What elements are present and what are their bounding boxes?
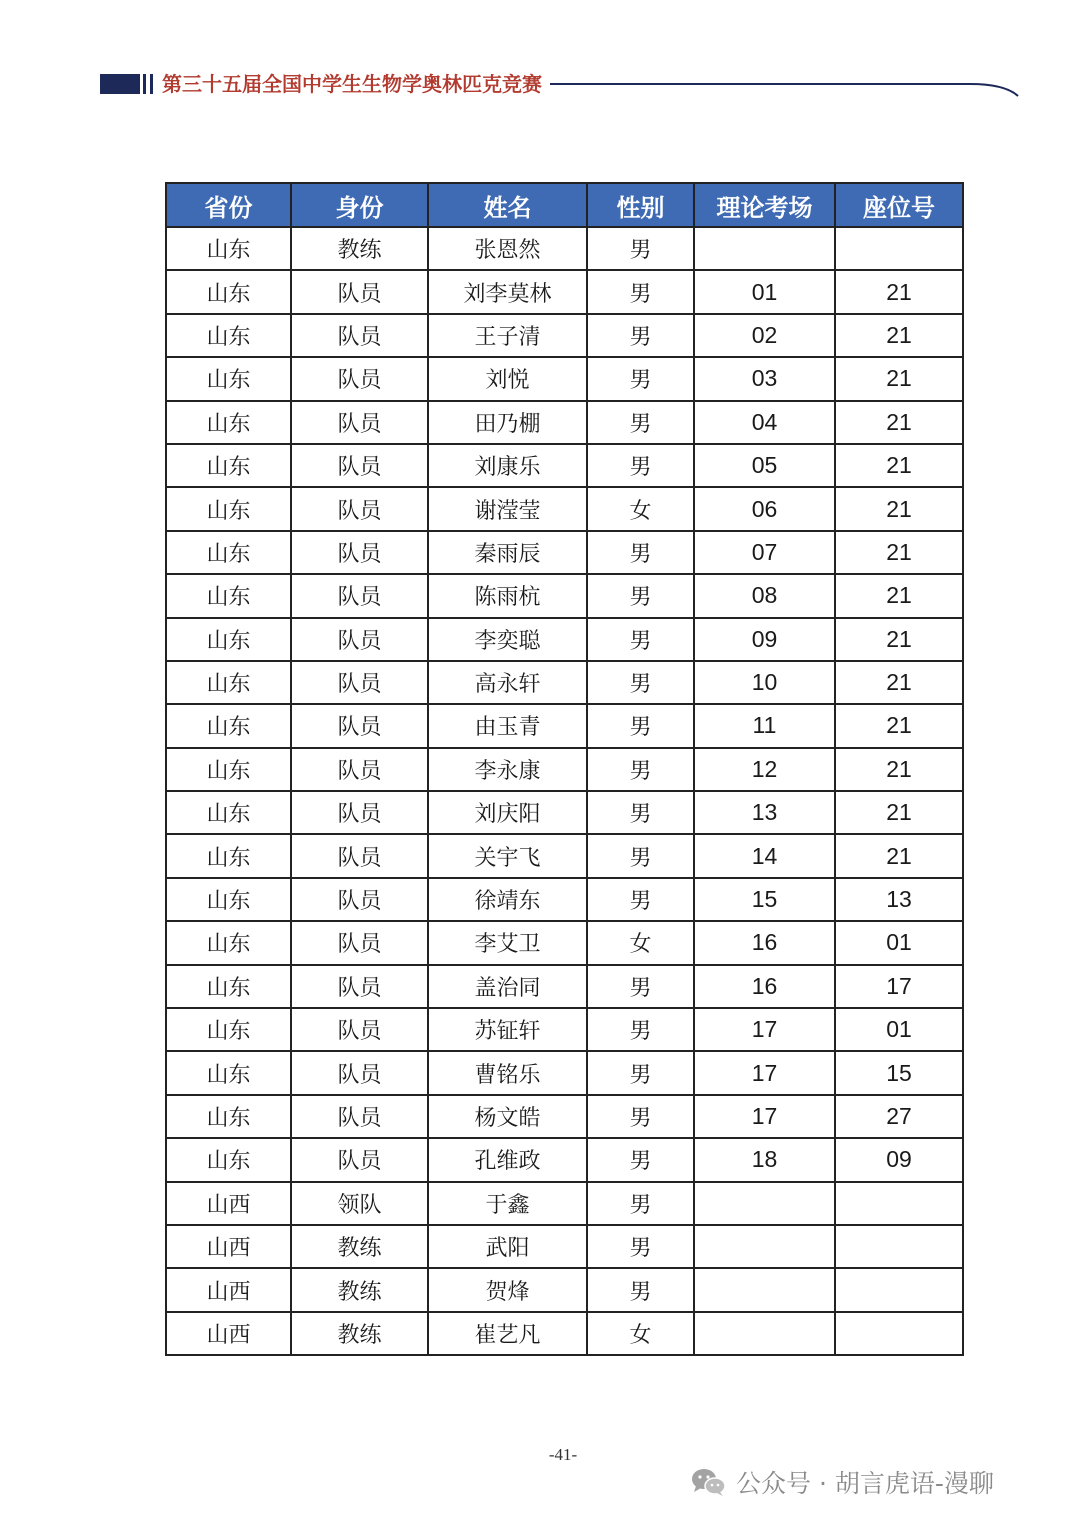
cell-seat: 21 (835, 270, 963, 313)
cell-exam-room: 17 (694, 1051, 835, 1094)
cell-gender: 男 (587, 227, 694, 270)
cell-province: 山西 (166, 1225, 291, 1268)
cell-exam-room: 18 (694, 1138, 835, 1181)
cell-gender: 女 (587, 921, 694, 964)
cell-name: 杨文皓 (428, 1095, 587, 1138)
cell-name: 由玉青 (428, 704, 587, 747)
cell-seat (835, 227, 963, 270)
table-row (166, 878, 963, 921)
cell-exam-room: 07 (694, 531, 835, 574)
cell-exam-room: 11 (694, 704, 835, 747)
cell-name: 张恩然 (428, 227, 587, 270)
cell-exam-room: 15 (694, 878, 835, 921)
cell-gender: 男 (587, 574, 694, 617)
cell-name: 刘悦 (428, 357, 587, 400)
cell-gender: 女 (587, 487, 694, 530)
cell-exam-room: 02 (694, 314, 835, 357)
cell-province: 山东 (166, 878, 291, 921)
cell-exam-room: 16 (694, 921, 835, 964)
cell-name: 武阳 (428, 1225, 587, 1268)
cell-seat: 21 (835, 834, 963, 877)
page-header (0, 0, 1080, 120)
cell-role: 队员 (291, 1008, 428, 1051)
cell-gender: 男 (587, 401, 694, 444)
cell-exam-room: 16 (694, 965, 835, 1008)
cell-name: 崔艺凡 (428, 1312, 587, 1355)
table-row (166, 487, 963, 530)
cell-province: 山东 (166, 791, 291, 834)
cell-gender: 男 (587, 1268, 694, 1311)
table-row (166, 357, 963, 400)
cell-seat: 09 (835, 1138, 963, 1181)
cell-gender: 男 (587, 618, 694, 661)
cell-gender: 男 (587, 748, 694, 791)
cell-role: 队员 (291, 401, 428, 444)
cell-seat (835, 1312, 963, 1355)
cell-province: 山东 (166, 487, 291, 530)
cell-seat: 21 (835, 704, 963, 747)
cell-name: 于鑫 (428, 1182, 587, 1225)
column-header-exam-room: 理论考场 (694, 183, 835, 227)
table-row (166, 1008, 963, 1051)
cell-province: 山东 (166, 1138, 291, 1181)
cell-seat: 21 (835, 314, 963, 357)
table-row (166, 531, 963, 574)
cell-name: 贺烽 (428, 1268, 587, 1311)
cell-name: 秦雨辰 (428, 531, 587, 574)
table-row (166, 314, 963, 357)
cell-exam-room: 17 (694, 1095, 835, 1138)
cell-province: 山东 (166, 401, 291, 444)
table-row (166, 704, 963, 747)
cell-name: 曹铭乐 (428, 1051, 587, 1094)
header-rule-line (550, 0, 1030, 110)
cell-gender: 女 (587, 1312, 694, 1355)
cell-seat: 21 (835, 487, 963, 530)
cell-name: 李艾卫 (428, 921, 587, 964)
cell-exam-room: 05 (694, 444, 835, 487)
cell-name: 孔维政 (428, 1138, 587, 1181)
cell-role: 队员 (291, 357, 428, 400)
cell-exam-room: 08 (694, 574, 835, 617)
cell-exam-room: 12 (694, 748, 835, 791)
cell-seat: 01 (835, 1008, 963, 1051)
table-row (166, 1138, 963, 1181)
cell-gender: 男 (587, 1225, 694, 1268)
cell-seat (835, 1182, 963, 1225)
cell-exam-room: 10 (694, 661, 835, 704)
table-row (166, 401, 963, 444)
cell-seat: 13 (835, 878, 963, 921)
cell-seat: 15 (835, 1051, 963, 1094)
cell-name: 王子清 (428, 314, 587, 357)
column-header-role: 身份 (291, 183, 428, 227)
cell-exam-room: 13 (694, 791, 835, 834)
table-row (166, 1051, 963, 1094)
cell-role: 队员 (291, 574, 428, 617)
column-header-province: 省份 (166, 183, 291, 227)
table-row (166, 1225, 963, 1268)
cell-name: 谢滢莹 (428, 487, 587, 530)
cell-exam-room: 14 (694, 834, 835, 877)
cell-role: 队员 (291, 1095, 428, 1138)
table-row (166, 227, 963, 270)
cell-gender: 男 (587, 357, 694, 400)
cell-seat: 17 (835, 965, 963, 1008)
cell-role: 队员 (291, 314, 428, 357)
cell-role: 队员 (291, 661, 428, 704)
cell-province: 山东 (166, 1051, 291, 1094)
cell-seat: 21 (835, 401, 963, 444)
cell-seat: 21 (835, 791, 963, 834)
cell-gender: 男 (587, 1138, 694, 1181)
cell-province: 山东 (166, 270, 291, 313)
cell-seat: 21 (835, 444, 963, 487)
cell-name: 高永轩 (428, 661, 587, 704)
cell-gender: 男 (587, 444, 694, 487)
cell-exam-room: 09 (694, 618, 835, 661)
cell-seat: 27 (835, 1095, 963, 1138)
column-header-gender: 性别 (587, 183, 694, 227)
cell-role: 队员 (291, 270, 428, 313)
table-row (166, 1312, 963, 1355)
cell-name: 苏钲轩 (428, 1008, 587, 1051)
cell-seat: 21 (835, 661, 963, 704)
table-row (166, 618, 963, 661)
cell-seat: 01 (835, 921, 963, 964)
cell-province: 山东 (166, 1095, 291, 1138)
cell-province: 山东 (166, 531, 291, 574)
cell-name: 李奕聪 (428, 618, 587, 661)
cell-exam-room: 03 (694, 357, 835, 400)
cell-role: 队员 (291, 704, 428, 747)
cell-role: 教练 (291, 1268, 428, 1311)
cell-gender: 男 (587, 878, 694, 921)
watermark (690, 1462, 994, 1502)
cell-province: 山东 (166, 834, 291, 877)
table-row (166, 1268, 963, 1311)
cell-role: 队员 (291, 791, 428, 834)
cell-gender: 男 (587, 704, 694, 747)
cell-gender: 男 (587, 834, 694, 877)
table-row (166, 791, 963, 834)
cell-exam-room: 06 (694, 487, 835, 530)
cell-name: 陈雨杭 (428, 574, 587, 617)
cell-name: 刘康乐 (428, 444, 587, 487)
cell-exam-room (694, 1268, 835, 1311)
cell-province: 山西 (166, 1182, 291, 1225)
cell-seat: 21 (835, 618, 963, 661)
cell-name: 徐靖东 (428, 878, 587, 921)
page-number: -41- (548, 1445, 578, 1464)
cell-exam-room: 17 (694, 1008, 835, 1051)
cell-province: 山东 (166, 227, 291, 270)
cell-seat (835, 1225, 963, 1268)
table-row (166, 965, 963, 1008)
header-title: 第三十五届全国中学生生物学奥林匹克竞赛 (162, 72, 542, 96)
cell-seat: 21 (835, 357, 963, 400)
wechat-icon (690, 1467, 726, 1497)
cell-role: 队员 (291, 487, 428, 530)
table-row (166, 1182, 963, 1225)
cell-gender: 男 (587, 1182, 694, 1225)
cell-province: 山东 (166, 704, 291, 747)
cell-role: 领队 (291, 1182, 428, 1225)
cell-gender: 男 (587, 791, 694, 834)
cell-exam-room (694, 227, 835, 270)
table-row (166, 921, 963, 964)
cell-role: 队员 (291, 1138, 428, 1181)
table-row (166, 748, 963, 791)
cell-name: 刘李莫林 (428, 270, 587, 313)
cell-gender: 男 (587, 314, 694, 357)
cell-role: 教练 (291, 1225, 428, 1268)
table-row (166, 444, 963, 487)
cell-exam-room: 04 (694, 401, 835, 444)
cell-province: 山东 (166, 314, 291, 357)
cell-role: 教练 (291, 227, 428, 270)
cell-gender: 男 (587, 965, 694, 1008)
table-row (166, 574, 963, 617)
cell-role: 队员 (291, 921, 428, 964)
table-row (166, 834, 963, 877)
cell-gender: 男 (587, 1095, 694, 1138)
cell-seat: 21 (835, 531, 963, 574)
cell-gender: 男 (587, 270, 694, 313)
cell-seat: 21 (835, 748, 963, 791)
cell-name: 关宇飞 (428, 834, 587, 877)
cell-province: 山东 (166, 444, 291, 487)
cell-name: 盖治同 (428, 965, 587, 1008)
cell-gender: 男 (587, 1008, 694, 1051)
cell-province: 山西 (166, 1268, 291, 1311)
cell-name: 刘庆阳 (428, 791, 587, 834)
cell-role: 队员 (291, 878, 428, 921)
cell-province: 山西 (166, 1312, 291, 1355)
cell-province: 山东 (166, 748, 291, 791)
cell-name: 李永康 (428, 748, 587, 791)
table-header-row (166, 183, 963, 227)
cell-exam-room (694, 1312, 835, 1355)
column-header-name: 姓名 (428, 183, 587, 227)
table-body (166, 227, 963, 1355)
cell-province: 山东 (166, 921, 291, 964)
cell-role: 队员 (291, 748, 428, 791)
cell-province: 山东 (166, 1008, 291, 1051)
cell-gender: 男 (587, 1051, 694, 1094)
cell-province: 山东 (166, 661, 291, 704)
cell-province: 山东 (166, 574, 291, 617)
cell-role: 队员 (291, 1051, 428, 1094)
cell-gender: 男 (587, 531, 694, 574)
cell-exam-room: 01 (694, 270, 835, 313)
cell-exam-room (694, 1182, 835, 1225)
cell-gender: 男 (587, 661, 694, 704)
column-header-seat: 座位号 (835, 183, 963, 227)
table-row (166, 661, 963, 704)
cell-exam-room (694, 1225, 835, 1268)
table-row (166, 270, 963, 313)
cell-role: 队员 (291, 965, 428, 1008)
cell-role: 队员 (291, 834, 428, 877)
cell-role: 教练 (291, 1312, 428, 1355)
cell-role: 队员 (291, 618, 428, 661)
cell-province: 山东 (166, 357, 291, 400)
watermark-text: 公众号 · 胡言虎语-漫聊 (736, 1469, 994, 1498)
cell-seat (835, 1268, 963, 1311)
cell-name: 田乃棚 (428, 401, 587, 444)
header-decoration-block (100, 74, 140, 94)
cell-province: 山东 (166, 618, 291, 661)
table-row (166, 1095, 963, 1138)
cell-role: 队员 (291, 444, 428, 487)
cell-province: 山东 (166, 965, 291, 1008)
cell-seat: 21 (835, 574, 963, 617)
cell-role: 队员 (291, 531, 428, 574)
participant-table (165, 182, 964, 1356)
